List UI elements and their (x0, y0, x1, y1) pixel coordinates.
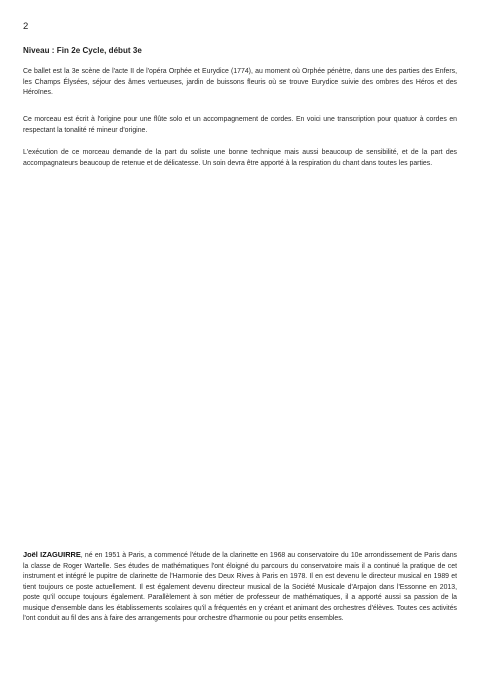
paragraph-performance-notes: L'exécution de ce morceau demande de la part du soliste une bonne technique mais aussi beaucoup de sensibilité, et de la part des accompagnateurs beaucoup de retenue et de délicatesse. Un soin devra être apporté à la respiration du chant dans toutes les parties. (23, 149, 457, 167)
author-name: Joël IZAGUIRRE (23, 550, 81, 559)
paragraph-ballet-context: Ce ballet est la 3e scène de l'acte II de l'opéra Orphée et Eurydice (1774), au moment où Orphée pénètre, dans une des parties des Enfers, les Champs Élysées, séjour des âmes vertueuses, jardin de buissons fleuris où se trouve Eurydice suivie des ombres des Héros et des Héroïnes. (23, 68, 457, 96)
author-biography (23, 550, 457, 625)
author-biography-text: , né en 1951 à Paris, a commencé l'étude de la clarinette en 1968 au conservatoire du 10e arrondissement de Paris dans la classe de Roger Wartelle. Ses études de mathématiques l'ont éloigné du parcours du conservatoire mais il a continué la pratique de cet instrument et intégré le pupitre de clarinette de l'Harmonie des Deux Rives à Paris en 1978. Il en est devenu le directeur musical en 1989 et tient toujours ce poste actuellement. Il est également devenu directeur musical de la Société Musicale d'Arpajon dans l'Essonne en 2013, poste qu'il occupe toujours également. Parallèlement à son métier de professeur de mathématiques, il a apporté aussi sa passion de la musique d'ensemble dans les établissements scolaires qu'il a fréquentés en y créant et animant des orchestres d'élèves. Toutes ces activités l'ont conduit au fil des ans à faire des arrangements pour orchestre d'harmonie ou pour petits ensembles. (23, 552, 457, 622)
paragraph-instrumentation: Ce morceau est écrit à l'origine pour une flûte solo et un accompagnement de cordes. En voici une transcription pour quatuor à cordes en respectant la tonalité ré mineur d'origine. (23, 116, 457, 134)
page-number: 2 (23, 21, 29, 32)
level-heading: Niveau : Fin 2e Cycle, début 3e (23, 46, 142, 55)
